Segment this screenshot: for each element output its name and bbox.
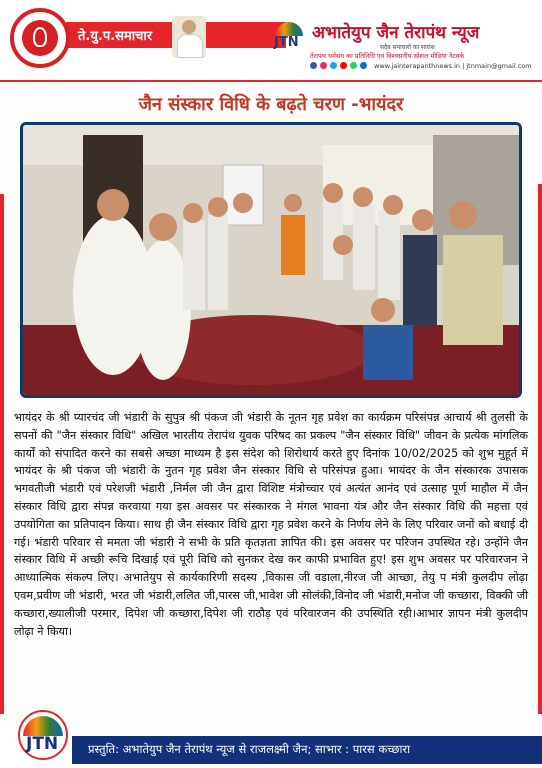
side-bar-left (0, 194, 4, 714)
event-photo (20, 122, 522, 398)
header-divider (0, 80, 542, 82)
brand-title: अभातेयुप जैन तेरापंथ न्यूज (312, 23, 480, 43)
footer-credit: प्रस्तुति: अभातेयुप जैन तेरापंथ न्यूज से राजलक्ष्मी जैन; साभार : पारस कच्छारा (88, 742, 411, 756)
side-bar-right (538, 184, 542, 714)
brand-block (272, 18, 534, 76)
tyup-emblem-icon (10, 8, 70, 68)
article-body: भायंदर के श्री प्यारचंद जी भंडारी के सुपुत्र श्री पंकज जी भंडारी के नूतन गृह प्रवेश का कार्यक्रम परिसंपन्न आचार्य श्री तुलसी के सपनों की "जैन संस्कार विधि" अखिल भारतीय तेरापंथ युवक परिषद का प्रकल्प "जैन संस्कार विधि" जीवन के प्रत्येक मांगलिक कार्यों को संपादित करने का सबसे अच्छा माध्यम है इस संदेश को शिरोधार्य करते हुए दिनांक 10/02/2025 को शुभ मुहूर्त में भायंदर के श्री पंकज जी भंडारी के नुतन गृह प्रवेश जैन संस्कार विधि से परिसंपन्न हुआ। भायंदर के जैन संस्कारक उपासक भगवतीजी भंडारी एवं परेशजी भंडारी ,निर्मल जी जैन द्वारा विशिष्ट मंत्रोच्चार एवं अत्यंत आनंद एवं उत्साह पूर्ण माहौल में जैन संस्कार विधि द्वारा संपन्न करवाया गया इस अवसर पर संस्कारक ने मंगल भावना यंत्र और जैन संस्कार विधि की महत्ता एवं उपयोगिता का प्रतिपादन किया। साथ ही जैन संस्कार विधि द्वारा गृह प्रवेश करने के निर्णय लेने के लिए परिवार जनों को बधाई दी गई। भंडारी परिवार से ममता जी भंडारी ने सभी के प्रति कृतज्ञता ज्ञापित की। इस अवसर पर परिजन उपस्थित रहे। उन्होंने जैन संस्कार विधि में अच्छी रूचि दिखाई एवं पूरी विधि को सुनकर देख कर काफी प्रभावित हुए! इस शुभ अवसर पर परिवारजन ने आध्यात्मिक संकल्प लिए। अभातेयुप से कार्यकारिणी सदस्य ,विकास जी वडाला,नीरज जी आच्छा, तेयु प मंत्री कुलदीप लोढ़ा एवम,प्रवीण जी भंडारी, भरत जी भंडारी,ललित जी,पारस जी,भावेश जी सोलंकी,विनोद जी भंडारी,मनोज जी कच्छारा, विक्की जी कच्छारा,ख्यालीजी परमार, दिपेश जी कच्छारा,दिपेश जी राठौड़ एवं परिवारजन की उपस्थिति रही।आभार ज्ञापन मंत्री कुलदीप लोढ़ा ने किया। (14, 411, 528, 638)
header (0, 0, 542, 82)
footer-credit-band (72, 736, 542, 764)
jtn-logo-icon: JTN (12, 710, 74, 768)
social-icons[interactable] (310, 62, 367, 69)
saint-portrait-icon (172, 16, 206, 58)
brand-tagline: तेरापंथ धर्मसंघ का प्रतिनिधि एवं विश्वसनीय सोशल मीडिया नेटवर्क (310, 52, 465, 60)
brand-subtitle: सदैव समाचारों का सारांश (380, 44, 435, 51)
header-band-label: ते.यु.प.समाचार (78, 29, 153, 44)
jtn-logo-icon: JTN (272, 22, 306, 52)
page-title: जैन संस्कार विधि के बढ़ते चरण -भायंदर (138, 94, 404, 115)
brand-website[interactable]: www.jainterapanthnews.in | jtnmain@gmail.com (374, 62, 532, 70)
